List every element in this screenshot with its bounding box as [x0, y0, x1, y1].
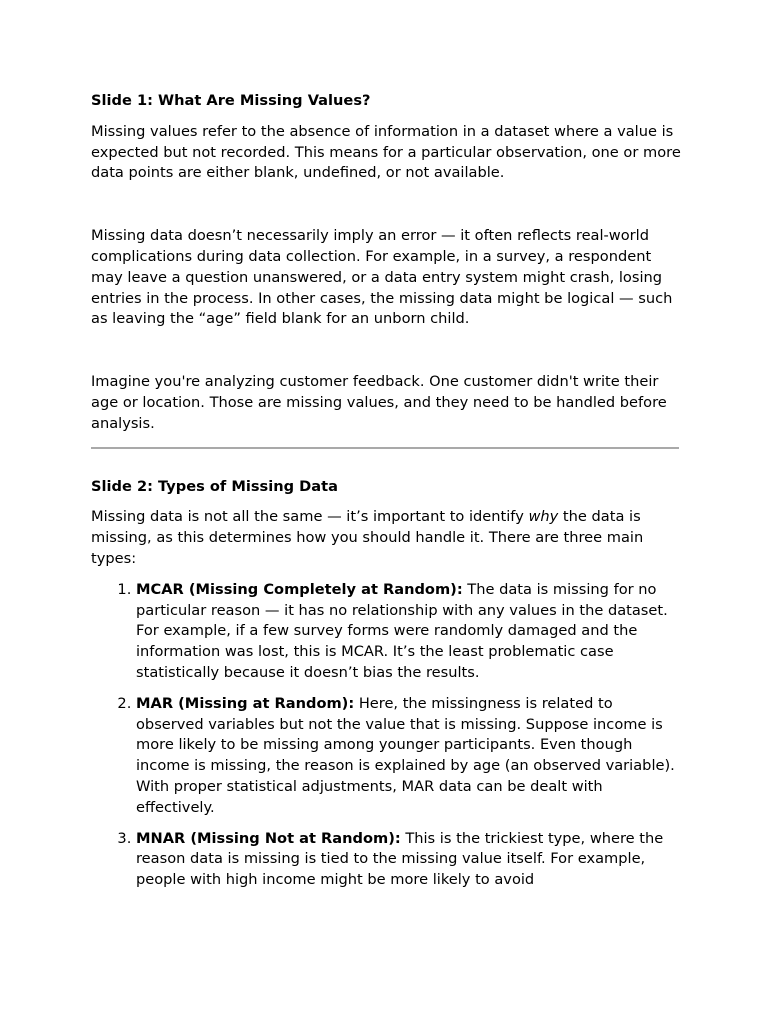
section-divider	[91, 447, 679, 449]
type-description: Here, the missingness is related to observed variables but not the value that is missing. Suppose income is more likely to be missing among younger participants. Even though income is missing, the reason is explained by age (an observed variable). With proper statistical adjustments, MAR data can be dealt with effectively.	[136, 694, 675, 816]
list-item-mcar	[136, 580, 681, 684]
type-term: MAR (Missing at Random):	[136, 694, 355, 712]
slide-1-paragraph: Missing data doesn’t necessarily imply an error — it often reflects real-world complications during data collection. For example, in a survey, a respondent may leave a question unanswered, or a data entry system might crash, losing entries in the process. In other cases, the missing data might be logical — such as leaving the “age” field blank for an unborn child.	[91, 227, 673, 328]
slide-1-section	[91, 91, 681, 435]
slide-1-title: Slide 1: What Are Missing Values?	[91, 92, 371, 109]
missing-data-types-list	[91, 580, 681, 891]
slide-2-intro	[91, 507, 681, 569]
slide-2-title: Slide 2: Types of Missing Data	[91, 477, 338, 495]
type-term: MCAR (Missing Completely at Random):	[136, 580, 463, 598]
slide-2-intro-emphasis: why	[528, 508, 559, 526]
slide-2-section	[91, 477, 681, 891]
document-content	[91, 91, 681, 901]
type-term: MNAR (Missing Not at Random):	[136, 829, 401, 847]
slide-2-intro-text: Missing data is not all the same — it’s important to identify	[91, 508, 529, 526]
type-description: This is the trickiest type, where the reason data is missing is tied to the missing value itself. For example, people with high income might be more likely to avoid	[136, 829, 664, 889]
slide-1-paragraph: Missing values refer to the absence of information in a dataset where a value is expected but not recorded. This means for a particular observation, one or more data points are either blank, undefined, or not available.	[91, 122, 681, 182]
type-description: The data is missing for no particular reason — it has no relationship with any values in the dataset. For example, if a few survey forms were randomly damaged and the information was lost, this is MCAR. It’s the least problematic case statistically because it doesn’t bias the results.	[136, 580, 668, 681]
list-item-mnar	[136, 829, 681, 891]
slide-1-paragraph: Imagine you're analyzing customer feedback. One customer didn't write their age or location. Those are missing values, and they need to be handled before analysis.	[91, 373, 667, 432]
slide-2-intro-text: the data is missing, as this determines how you should handle it. There are three main types:	[91, 508, 644, 567]
list-item-mar	[136, 694, 681, 819]
